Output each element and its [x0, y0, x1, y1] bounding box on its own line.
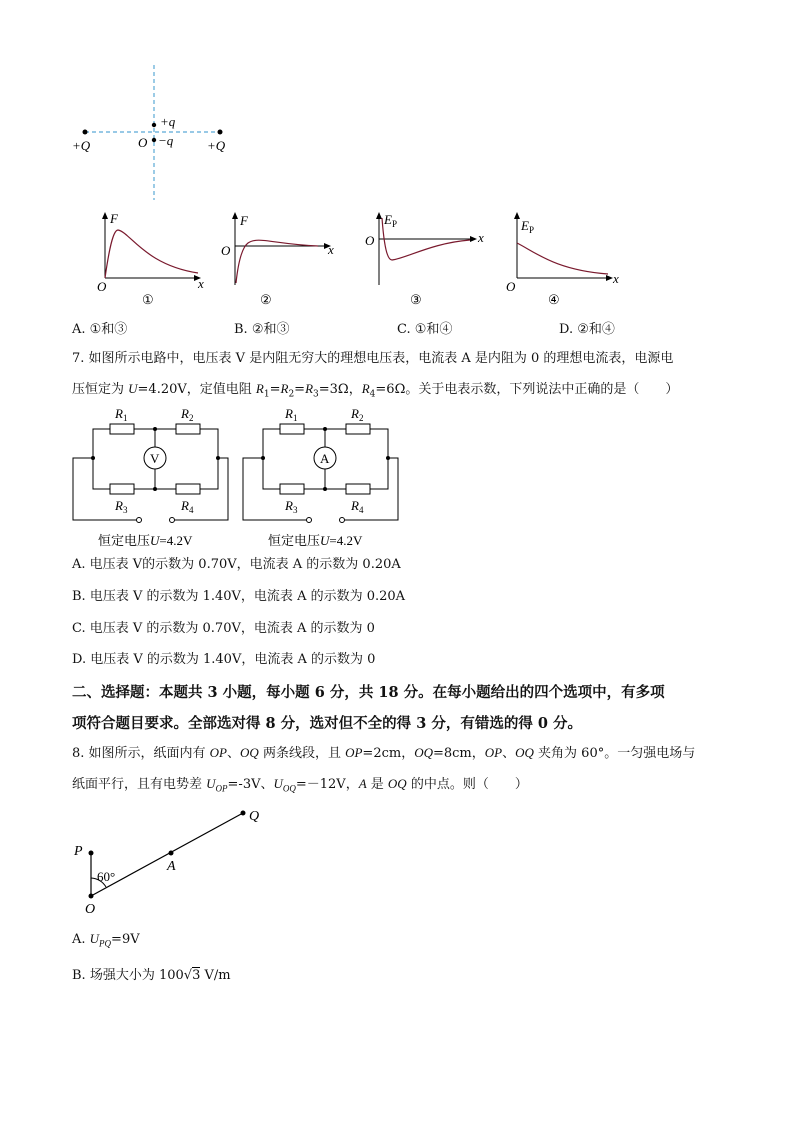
q6-option-b[interactable]: B. ②和③	[234, 322, 290, 337]
graph-4	[500, 210, 625, 310]
voltmeter-v-label: V	[150, 451, 160, 466]
ammeter-a-label: A	[320, 451, 330, 466]
graph-1	[90, 210, 215, 310]
graph1-axis-x: x	[198, 276, 204, 291]
section2-heading-line1: 二、选择题：本题共 3 小题，每小题 6 分，共 18 分。在每小题给出的四个选项中，有多项	[72, 684, 665, 701]
c2-r1-label: $R_1$	[285, 406, 298, 423]
graph4-axis-E: $E_P$	[521, 218, 534, 235]
q7-option-b[interactable]: B. 电压表 V 的示数为 1.40V，电流表 A 的示数为 0.20A	[72, 589, 406, 604]
point-Q-label: Q	[249, 809, 260, 824]
q6-option-c[interactable]: C. ①和④	[397, 322, 453, 337]
graph3-axis-E: $E_P$	[384, 212, 397, 229]
charge-minus-q: −q	[158, 133, 174, 148]
q7-option-d[interactable]: D. 电压表 V 的示数为 1.40V，电流表 A 的示数为 0	[72, 652, 376, 667]
graph2-origin: O	[221, 243, 231, 258]
c1-r4-label: $R_4$	[181, 498, 194, 515]
graph2-label: ②	[260, 292, 272, 307]
graph4-axis-x: x	[613, 271, 619, 286]
q8-stem-line1: 8. 如图所示，纸面内有 OP、OQ 两条线段，且 OP=2cm，OQ=8cm，OP、OQ 夹角为 60°。一匀强电场与	[72, 745, 696, 761]
graph1-axis-F: F	[110, 211, 118, 226]
q6-option-d[interactable]: D. ②和④	[559, 322, 615, 337]
graph3-origin: O	[365, 233, 375, 248]
c1-r1-label: $R_1$	[115, 406, 128, 423]
graph2-axis-F: F	[240, 213, 248, 228]
circuit-voltmeter	[68, 400, 238, 555]
graph3-label: ③	[410, 292, 422, 307]
graph-2	[218, 210, 343, 310]
c1-caption: 恒定电压U=4.2V	[98, 533, 193, 548]
angle-label: 60°	[97, 869, 116, 884]
q7-stem-line2: 压恒定为 U=4.20V，定值电阻 $R_1=R_2=R_3=3\Omega$，$R_4=6\Omega$。关于电表示数，下列说法中正确的是（ ）	[72, 381, 679, 400]
graph1-label: ①	[142, 292, 154, 307]
q8-stem-line2: 纸面平行，且有电势差 $U_{OP}=-3V$、$U_{OQ}=-12V$，A 是 OQ 的中点。则（ ）	[72, 776, 528, 794]
point-O-label: O	[85, 902, 96, 917]
q8-option-a[interactable]: A. $U_{PQ}=9V$	[72, 931, 140, 949]
graph-3	[362, 210, 492, 310]
c2-r4-label: $R_4$	[351, 498, 364, 515]
c2-r3-label: $R_3$	[285, 498, 298, 515]
right-charge-label: +Q	[207, 138, 226, 153]
left-charge-label: +Q	[72, 138, 91, 153]
charge-figure	[60, 60, 260, 205]
c2-caption: 恒定电压U=4.2V	[268, 533, 363, 548]
q8-option-b[interactable]: B. 场强大小为 100√3 V/m	[72, 968, 231, 983]
point-P-label: P	[74, 844, 83, 859]
origin-label: O	[138, 135, 148, 150]
graph4-label: ④	[548, 292, 560, 307]
graph4-origin: O	[506, 279, 516, 294]
c2-r2-label: $R_2$	[351, 406, 364, 423]
section2-heading-line2: 项符合题目要求。全部选对得 8 分，选对但不全的得 3 分，有错选的得 0 分。	[72, 715, 583, 732]
graph3-axis-x: x	[478, 230, 484, 245]
q7-stem-line1: 7. 如图所示电路中，电压表 V 是内阻无穷大的理想电压表，电流表 A 是内阻为 0 的理想电流表，电源电	[72, 351, 674, 366]
q7-option-a[interactable]: A. 电压表 V的示数为 0.70V，电流表 A 的示数为 0.20A	[72, 557, 401, 572]
circuit-ammeter	[238, 400, 408, 555]
q7-option-c[interactable]: C. 电压表 V 的示数为 0.70V，电流表 A 的示数为 0	[72, 621, 375, 636]
q8-geometry-figure	[65, 800, 285, 920]
point-A-label: A	[167, 859, 176, 874]
graph2-axis-x: x	[328, 242, 334, 257]
graph1-origin: O	[97, 279, 107, 294]
c1-r3-label: $R_3$	[115, 498, 128, 515]
q6-option-a[interactable]: A. ①和③	[72, 322, 128, 337]
charge-plus-q: +q	[160, 114, 176, 129]
sqrt-symbol: √	[183, 968, 193, 983]
c1-r2-label: $R_2$	[181, 406, 194, 423]
